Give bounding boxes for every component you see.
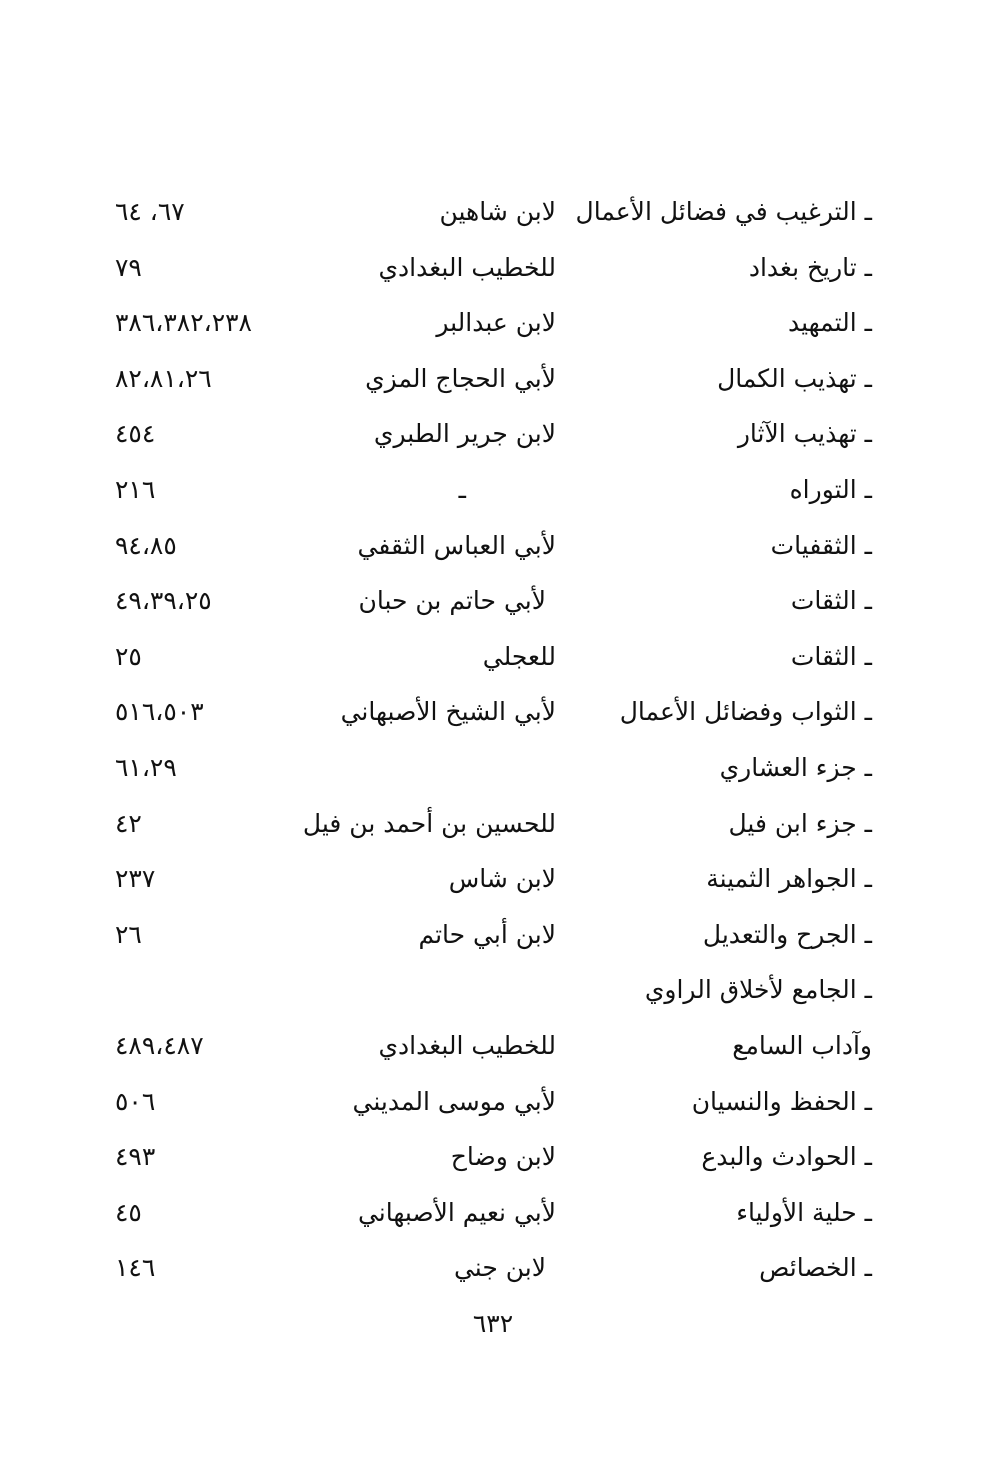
- list-item: [0, 464, 986, 520]
- entry-author: لأبي نعيم الأصبهاني: [357, 1197, 556, 1227]
- entry-title: ـ حلية الأولياء: [736, 1197, 872, 1227]
- entry-pages: ٢٥: [115, 641, 142, 671]
- entry-author: لأبي العباس الثقفي: [357, 530, 556, 560]
- entry-author: لابن جني: [453, 1253, 546, 1283]
- entry-title: ـ الخصائص: [759, 1253, 872, 1283]
- entry-author: لابن أبي حاتم: [418, 919, 556, 949]
- entry-author: لأبي حاتم بن حبان: [358, 586, 546, 616]
- entry-title: ـ تهذيب الآثار: [737, 419, 872, 449]
- entry-author: للخطيب البغدادي: [378, 1030, 556, 1060]
- entry-title: ـ الثواب وفضائل الأعمال: [619, 697, 872, 727]
- entry-pages: ٥٠٦: [115, 1086, 156, 1116]
- entry-title: ـ الثقات: [790, 641, 872, 671]
- entry-author: لأبي الحجاج المزي: [365, 363, 556, 393]
- entry-author: لابن عبدالبر: [436, 308, 556, 338]
- entry-pages: ٥١٦،٥٠٣: [115, 697, 204, 727]
- entry-title: ـ جزء ابن فيل: [728, 808, 872, 838]
- list-item: [0, 1242, 986, 1298]
- entry-title: ـ الثقفيات: [770, 530, 872, 560]
- list-item: [0, 1020, 986, 1076]
- entry-title: ـ التوراه: [789, 474, 872, 504]
- entry-author: لابن جرير الطبري: [373, 419, 556, 449]
- list-item: [0, 1076, 986, 1132]
- entry-pages: ٤٩٣: [115, 1142, 156, 1172]
- entry-pages: ٤٨٩،٤٨٧: [115, 1030, 204, 1060]
- entry-title: ـ الترغيب في فضائل الأعمال: [575, 197, 872, 226]
- entry-pages: ٤٢: [115, 808, 142, 838]
- entry-pages: ٤٥٤: [115, 419, 156, 449]
- list-item: [0, 686, 986, 742]
- entry-author: للعجلي: [482, 641, 556, 671]
- page-number: ٦٣٢: [472, 1309, 514, 1338]
- entry-author: لأبي موسى المديني: [352, 1086, 556, 1116]
- entry-author: لابن شاهين: [439, 197, 556, 226]
- entry-author: لأبي الشيخ الأصبهاني: [340, 697, 556, 727]
- entry-pages: ٤٩،٣٩،٢٥: [115, 586, 212, 616]
- entry-pages: ٣٨٦،٣٨٢،٢٣٨: [115, 308, 252, 338]
- entry-title: ـ جزء العشاري: [719, 752, 872, 782]
- list-item: [0, 964, 986, 1020]
- entry-pages: ١٤٦: [115, 1253, 156, 1283]
- entry-pages: ٤٥: [115, 1197, 142, 1227]
- list-item: [0, 575, 986, 631]
- entry-title: ـ الجامع لأخلاق الراوي: [644, 975, 872, 1005]
- entry-title: ـ تاريخ بغداد: [748, 252, 872, 282]
- entry-author: لابن شاس: [448, 864, 556, 894]
- entry-pages: ٢٣٧: [115, 864, 156, 894]
- entry-pages: ٢١٦: [115, 474, 156, 504]
- entry-pages: ٢٦: [115, 919, 142, 949]
- entry-author: لابن وضاح: [450, 1142, 556, 1172]
- entry-title: ـ الحفظ والنسيان: [691, 1086, 872, 1116]
- entry-author: ـ: [458, 474, 466, 504]
- entry-pages: ٩٤،٨٥: [115, 530, 177, 560]
- entry-title: ـ الحوادث والبدع: [701, 1142, 872, 1172]
- list-item: [0, 1131, 986, 1187]
- list-item: [0, 353, 986, 409]
- list-item: [0, 408, 986, 464]
- list-item: [0, 909, 986, 965]
- list-item: [0, 742, 986, 798]
- entry-pages: ٧٩: [115, 252, 142, 282]
- list-item: [0, 186, 986, 242]
- list-item: [0, 631, 986, 687]
- bibliography-list: [0, 186, 986, 1298]
- entry-pages: ٦٧، ٦٤: [115, 197, 185, 226]
- list-item: [0, 1187, 986, 1243]
- entry-title: ـ الجواهر الثمينة: [706, 864, 872, 894]
- entry-author: للخطيب البغدادي: [378, 252, 556, 282]
- list-item: [0, 520, 986, 576]
- entry-title: وآداب السامع: [732, 1030, 872, 1060]
- entry-title: ـ تهذيب الكمال: [717, 363, 872, 393]
- list-item: [0, 242, 986, 298]
- entry-title: ـ الجرح والتعديل: [702, 919, 872, 949]
- list-item: [0, 798, 986, 854]
- list-item: [0, 853, 986, 909]
- entry-pages: ٦١،٢٩: [115, 752, 177, 782]
- entry-author: للحسين بن أحمد بن فيل: [302, 808, 556, 838]
- entry-title: ـ التمهيد: [787, 308, 872, 338]
- entry-pages: ٨٢،٨١،٢٦: [115, 363, 212, 393]
- list-item: [0, 297, 986, 353]
- entry-title: ـ الثقات: [790, 586, 872, 616]
